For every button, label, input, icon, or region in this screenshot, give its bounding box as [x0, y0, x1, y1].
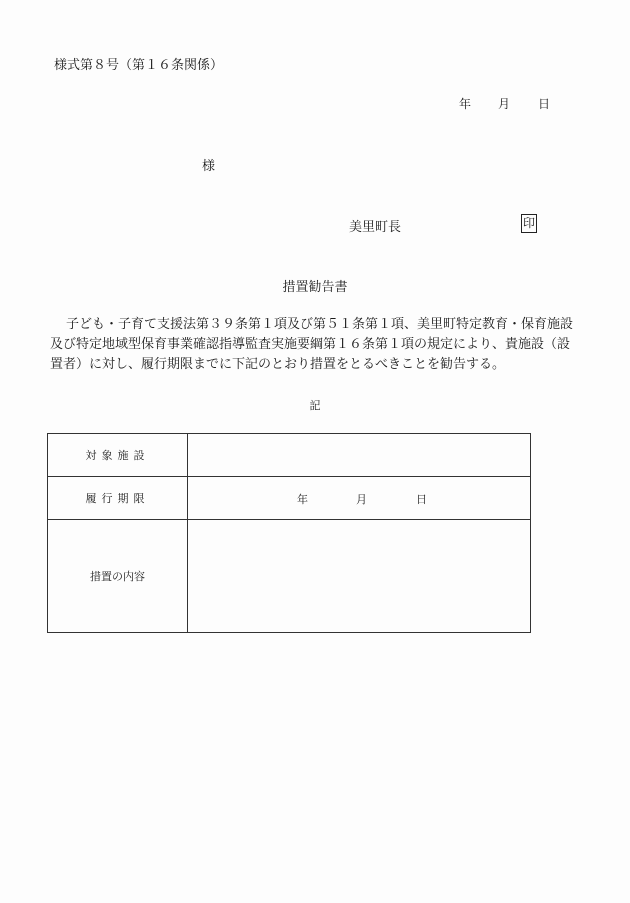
- body-paragraph: [50, 315, 578, 375]
- form-number: 様式第８号（第１６条関係）: [54, 58, 224, 73]
- body-text: 子ども・子育て支援法第３９条第１項及び第５１条第１項、美里町特定教育・保育施設及び特定地域型保育事業確認指導監査実施要綱第１６条第１項の規定により、貴施設（設置者）に対し、履行期限までに下記のとおり措置をとるべきことを勧告する。: [50, 317, 574, 372]
- deadline-day-label: 日: [416, 493, 427, 506]
- table-row-measures: [48, 520, 531, 633]
- deadline-label-cell: [48, 477, 188, 520]
- addressee-suffix: 様: [202, 159, 216, 174]
- date-day-label: 日: [538, 97, 551, 111]
- deadline-label: 履行期限: [85, 492, 150, 505]
- measures-label-cell: [48, 520, 188, 633]
- measures-label: 措置の内容: [90, 570, 145, 583]
- table-row-deadline: [48, 477, 531, 520]
- facility-label-cell: [48, 434, 188, 477]
- date-year-label: 年: [459, 97, 472, 111]
- deadline-value-cell: [188, 477, 531, 520]
- table-row-facility: [48, 434, 531, 477]
- measures-value-cell: [188, 520, 531, 633]
- deadline-year-label: 年: [297, 493, 308, 506]
- deadline-month-label: 月: [356, 493, 367, 506]
- seal-mark: 印: [521, 214, 537, 233]
- document-title: 措置勧告書: [282, 280, 348, 295]
- details-table: [47, 433, 531, 633]
- facility-value-cell: [188, 434, 531, 477]
- facility-label: 対象施設: [85, 449, 150, 462]
- date-month-label: 月: [498, 97, 511, 111]
- ki-heading: 記: [309, 399, 321, 412]
- issuer-name: 美里町長: [349, 220, 402, 235]
